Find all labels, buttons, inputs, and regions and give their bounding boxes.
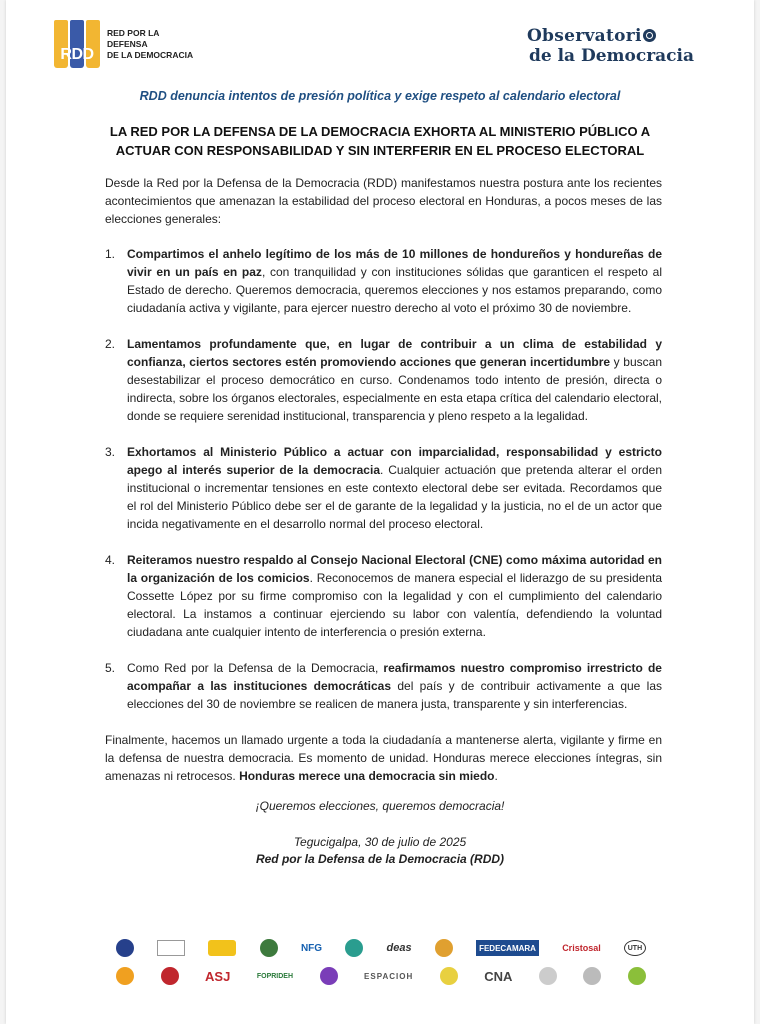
observatorio-logo — [527, 26, 694, 66]
document-page — [6, 0, 754, 1024]
partner-logo — [628, 964, 646, 988]
cristosal-text: Cristosal — [562, 943, 601, 953]
partner-logo — [157, 936, 185, 960]
title-line2: ACTUAR CON RESPONSABILIDAD Y SIN INTERFERIR EN EL PROCESO ELECTORAL — [115, 143, 645, 158]
globe-icon — [643, 29, 656, 42]
partner-logo — [260, 936, 278, 960]
item-bold-text: Exhortamos al Ministerio Público a actuar con imparcialidad, responsabilidad y estricto apego al interés superior de la democracia — [127, 445, 662, 477]
partner-logo — [345, 936, 363, 960]
observatorio-line1: Observatori — [526, 26, 642, 46]
item-number: 5. — [105, 661, 116, 675]
item-text: . Reconocemos de manera especial el liderazgo de su presidenta Cossette López por su firme compromiso con la legalidad y con el cumplimiento del calendario electoral. La instamos a continuar ejerciendo su labor con valentía, defendiendo la voluntad ciudadana ante cualquier intento de interferencia o presión externa. — [127, 571, 662, 639]
signature: Red por la Defensa de la Democracia (RDD) — [255, 852, 505, 866]
subtitle: RDD denuncia intentos de presión política y exige respeto al calendario electoral — [139, 89, 621, 103]
partner-logo-espacioh — [364, 964, 413, 988]
deas-text: deas — [386, 942, 412, 954]
rdd-logo-mark — [54, 20, 100, 68]
item-bold-text: Compartimos el anhelo legítimo de los más de 10 millones de hondureños y hondureñas de vivir en un país en paz — [127, 247, 662, 279]
partner-logo-deas — [387, 936, 412, 960]
partner-logo — [583, 964, 601, 988]
partner-logo — [116, 936, 134, 960]
partner-logos-row1 — [116, 936, 646, 960]
espacioh-text: ESPACIOH — [364, 971, 414, 981]
item-text: , con tranquilidad y con instituciones sólidas que garanticen el respeto al Estado de derecho. Queremos democracia, queremos elecciones y nos estamos preparando, como ciudadanía activa y vigilante, para ejercer nuestro derecho al voto el próximo 30 de noviembre. — [127, 265, 662, 315]
asj-text: ASJ — [205, 968, 231, 984]
uth-text: UTH — [627, 944, 643, 952]
item-number: 2. — [105, 337, 116, 351]
list-item — [105, 335, 662, 425]
list-item — [105, 443, 662, 533]
partner-logos-row2 — [116, 964, 646, 988]
header — [6, 0, 754, 90]
partner-logo-nfg — [301, 936, 322, 960]
slogan: ¡Queremos elecciones, queremos democracia! — [255, 799, 505, 813]
partner-logo — [208, 936, 236, 960]
rdd-name-line1: RED POR LA DEFENSA — [107, 27, 160, 49]
place-date: Tegucigalpa, 30 de julio de 2025 — [293, 835, 467, 849]
item-number: 1. — [105, 247, 116, 261]
item-text: y buscan desestabilizar el proceso democrático en curso. Condenamos todo intento de presión, directa o indirecta, sobre los órganos electorales, especialmente en esta etapa crítica del calendario electoral, donde se requiere serenidad institucional, transparencia y pleno respeto a la legalidad. — [127, 355, 662, 423]
title-line1: LA RED POR LA DEFENSA DE LA DEMOCRACIA EXHORTA AL MINISTERIO PÚBLICO A — [109, 124, 651, 139]
intro-paragraph: Desde la Red por la Defensa de la Democracia (RDD) manifestamos nuestra postura ante los recientes acontecimientos que amenazan la estabilidad del proceso electoral en Honduras, a pocos meses de las elecciones generales: — [105, 176, 662, 226]
rdd-logo — [54, 20, 197, 68]
item-text: del país y de contribuir activamente a que las elecciones del 30 de noviembre se realicen de manera justa, transparente y sin interferencias. — [127, 679, 662, 711]
item-text: Como Red por la Defensa de la Democracia, — [127, 661, 384, 675]
list-item — [105, 551, 662, 641]
partner-logo-fopride — [257, 964, 293, 988]
partner-logo-fedecamara — [476, 940, 539, 956]
closing-end: . — [494, 769, 498, 783]
rdd-name-line2: DE LA DEMOCRACIA — [107, 49, 194, 60]
cna-text: CNA — [484, 968, 513, 984]
closing-paragraph — [105, 731, 662, 785]
fedecamara-text: FEDECAMARA — [479, 943, 536, 953]
statement-body — [105, 174, 662, 785]
partner-logo — [435, 936, 453, 960]
foprideh-text: FOPRIDEH — [256, 972, 294, 980]
item-bold-text: reafirmamos nuestro compromiso irrestricto de acompañar a las instituciones democráticas — [127, 661, 662, 693]
item-number: 4. — [105, 553, 116, 567]
item-number: 3. — [105, 445, 116, 459]
partner-logo-asj — [205, 964, 230, 988]
main-title — [76, 122, 684, 160]
partner-logo-uth — [624, 940, 646, 956]
rdd-logo-name — [107, 28, 197, 61]
item-bold-text: Lamentamos profundamente que, en lugar de contribuir a un clima de estabilidad y confianza, ciertos sectores estén promoviendo acciones que generan incertidumbre — [127, 337, 662, 369]
partner-logo — [539, 964, 557, 988]
observatorio-line2: de la Democracia — [528, 46, 694, 66]
nfg-text: NFG — [300, 942, 323, 954]
partner-logo-cna — [484, 964, 512, 988]
closing-text: Finalmente, hacemos un llamado urgente a toda la ciudadanía a mantenerse alerta, vigilante y firme en la defensa de nuestra democracia. Es momento de unidad. Honduras merece elecciones íntegras, sin amenazas ni retrocesos. — [105, 733, 662, 783]
partner-logo — [320, 964, 338, 988]
list-item — [105, 245, 662, 317]
partner-logo — [440, 964, 458, 988]
partner-logo-cristosal — [562, 936, 601, 960]
item-text: . Cualquier actuación que pretenda alterar el orden institucional o incrementar tensiones en este contexto electoral debe ser evitada. Recordamos que el rol del Ministerio Público debe ser el de garante de la legalidad y la justicia, no el de un actor que incida negativamente en el desarrollo normal del proceso electoral. — [127, 463, 662, 531]
rdd-logo-letters: RDD — [60, 46, 94, 63]
item-bold-text: Reiteramos nuestro respaldo al Consejo Nacional Electoral (CNE) como máxima autoridad en la organización de los comicios — [127, 553, 662, 585]
partner-logo — [116, 964, 134, 988]
partner-logo — [161, 964, 179, 988]
list-item — [105, 659, 662, 713]
closing-bold-text: Honduras merece una democracia sin miedo — [239, 769, 495, 783]
